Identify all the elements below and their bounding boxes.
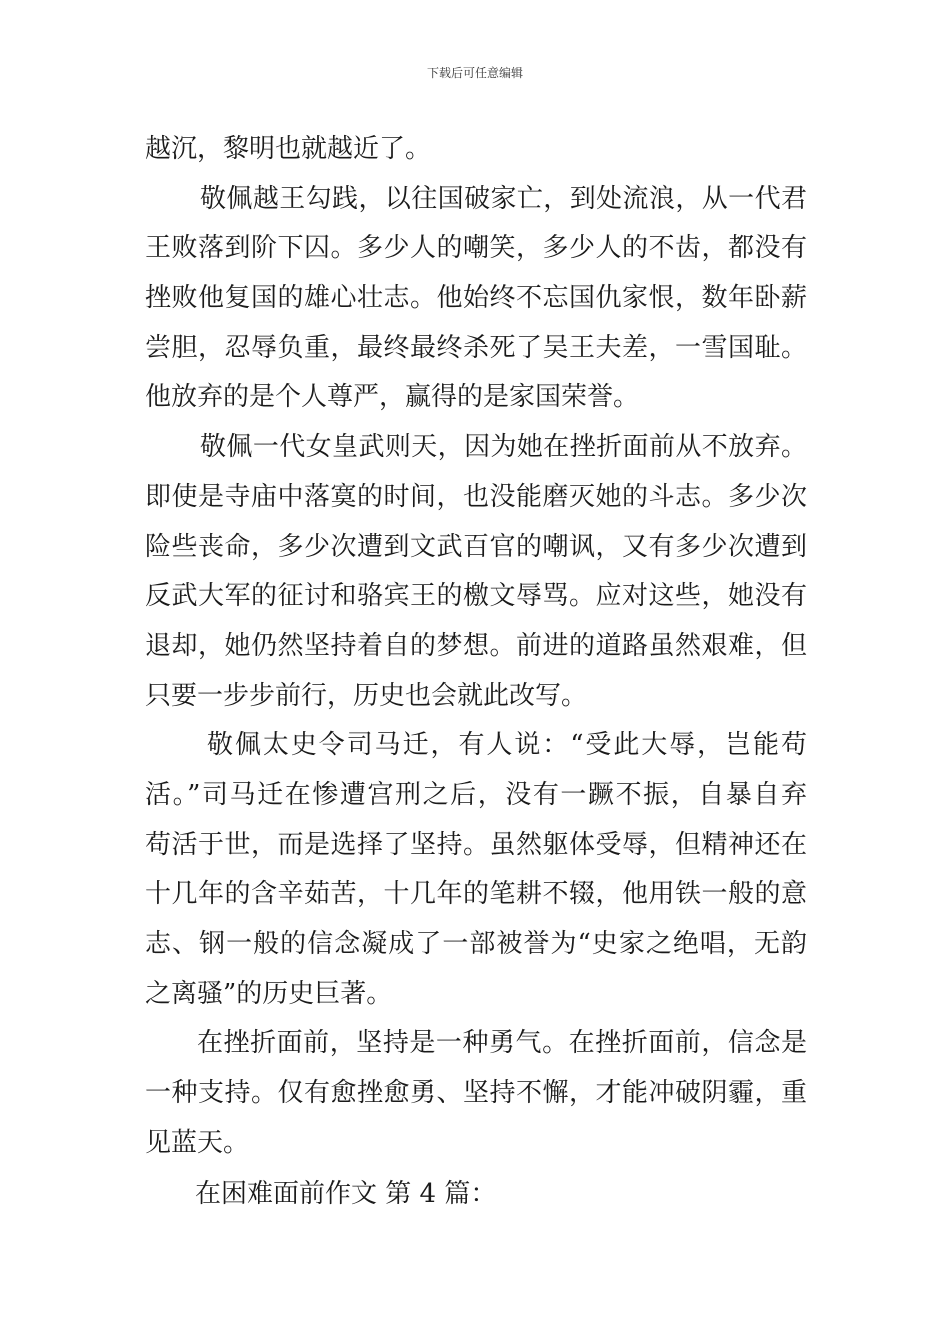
text-line: 王败落到阶下囚。多少人的嘲笑，多少人的不齿，都没有	[145, 233, 807, 264]
text-line: 即使是寺庙中落寞的时间，也没能磨灭她的斗志。多少次	[145, 481, 807, 512]
paragraph-4	[145, 721, 807, 1019]
paragraph-1	[145, 125, 807, 175]
paragraph-5	[145, 1019, 807, 1168]
paragraph-3	[145, 423, 807, 721]
section-heading: 在困难面前作文 第 4 篇：	[195, 1179, 497, 1210]
text-line: 十几年的含辛茹苦，十几年的笔耕不辍，他用铁一般的意	[145, 879, 807, 910]
text-line: 敬佩太史令司马迁，有人说：“受此大辱，岂能苟	[207, 730, 807, 761]
text-line: 活。”司马迁在惨遭宫刑之后，没有一蹶不振，自暴自弃	[145, 779, 807, 810]
paragraph-2	[145, 175, 807, 423]
text-line: 志、钢一般的信念凝成了一部被誉为“史家之绝唱，无韵	[145, 929, 807, 959]
text-line: 见蓝天。	[145, 1127, 250, 1158]
text-line: 退却，她仍然坚持着自的梦想。前进的道路虽然艰难，但	[145, 630, 807, 661]
document-body	[145, 125, 807, 1220]
text-line: 尝胆，忍辱负重，最终最终杀死了吴王夫差，一雪国耻。	[145, 332, 807, 363]
text-line: 在挫折面前，坚持是一种勇气。在挫折面前，信念是	[197, 1028, 807, 1059]
text-line: 之离骚”的历史巨著。	[145, 978, 393, 1009]
text-line: 险些丧命，多少次遭到文武百官的嘲讽，又有多少次遭到	[145, 531, 807, 562]
text-line: 越沉，黎明也就越近了。	[145, 134, 432, 164]
text-line: 只要一步步前行，历史也会就此改写。	[145, 680, 588, 711]
text-line: 敬佩一代女皇武则天，因为她在挫折面前从不放弃。	[200, 432, 807, 463]
text-line: 反武大军的征讨和骆宾王的檄文辱骂。应对这些，她没有	[145, 581, 807, 612]
text-line: 一种支持。仅有愈挫愈勇、坚持不懈，才能冲破阴霾，重	[145, 1078, 807, 1109]
text-line: 敬佩越王勾践，以往国破家亡，到处流浪，从一代君	[200, 183, 807, 214]
text-line: 他放弃的是个人尊严，赢得的是家国荣誉。	[145, 382, 640, 413]
text-line: 挫败他复国的雄心壮志。他始终不忘国仇家恨，数年卧薪	[145, 283, 807, 314]
text-line: 苟活于世，而是选择了坚持。虽然躯体受辱，但精神还在	[145, 829, 807, 860]
page-header: 下载后可任意编辑	[426, 66, 523, 80]
